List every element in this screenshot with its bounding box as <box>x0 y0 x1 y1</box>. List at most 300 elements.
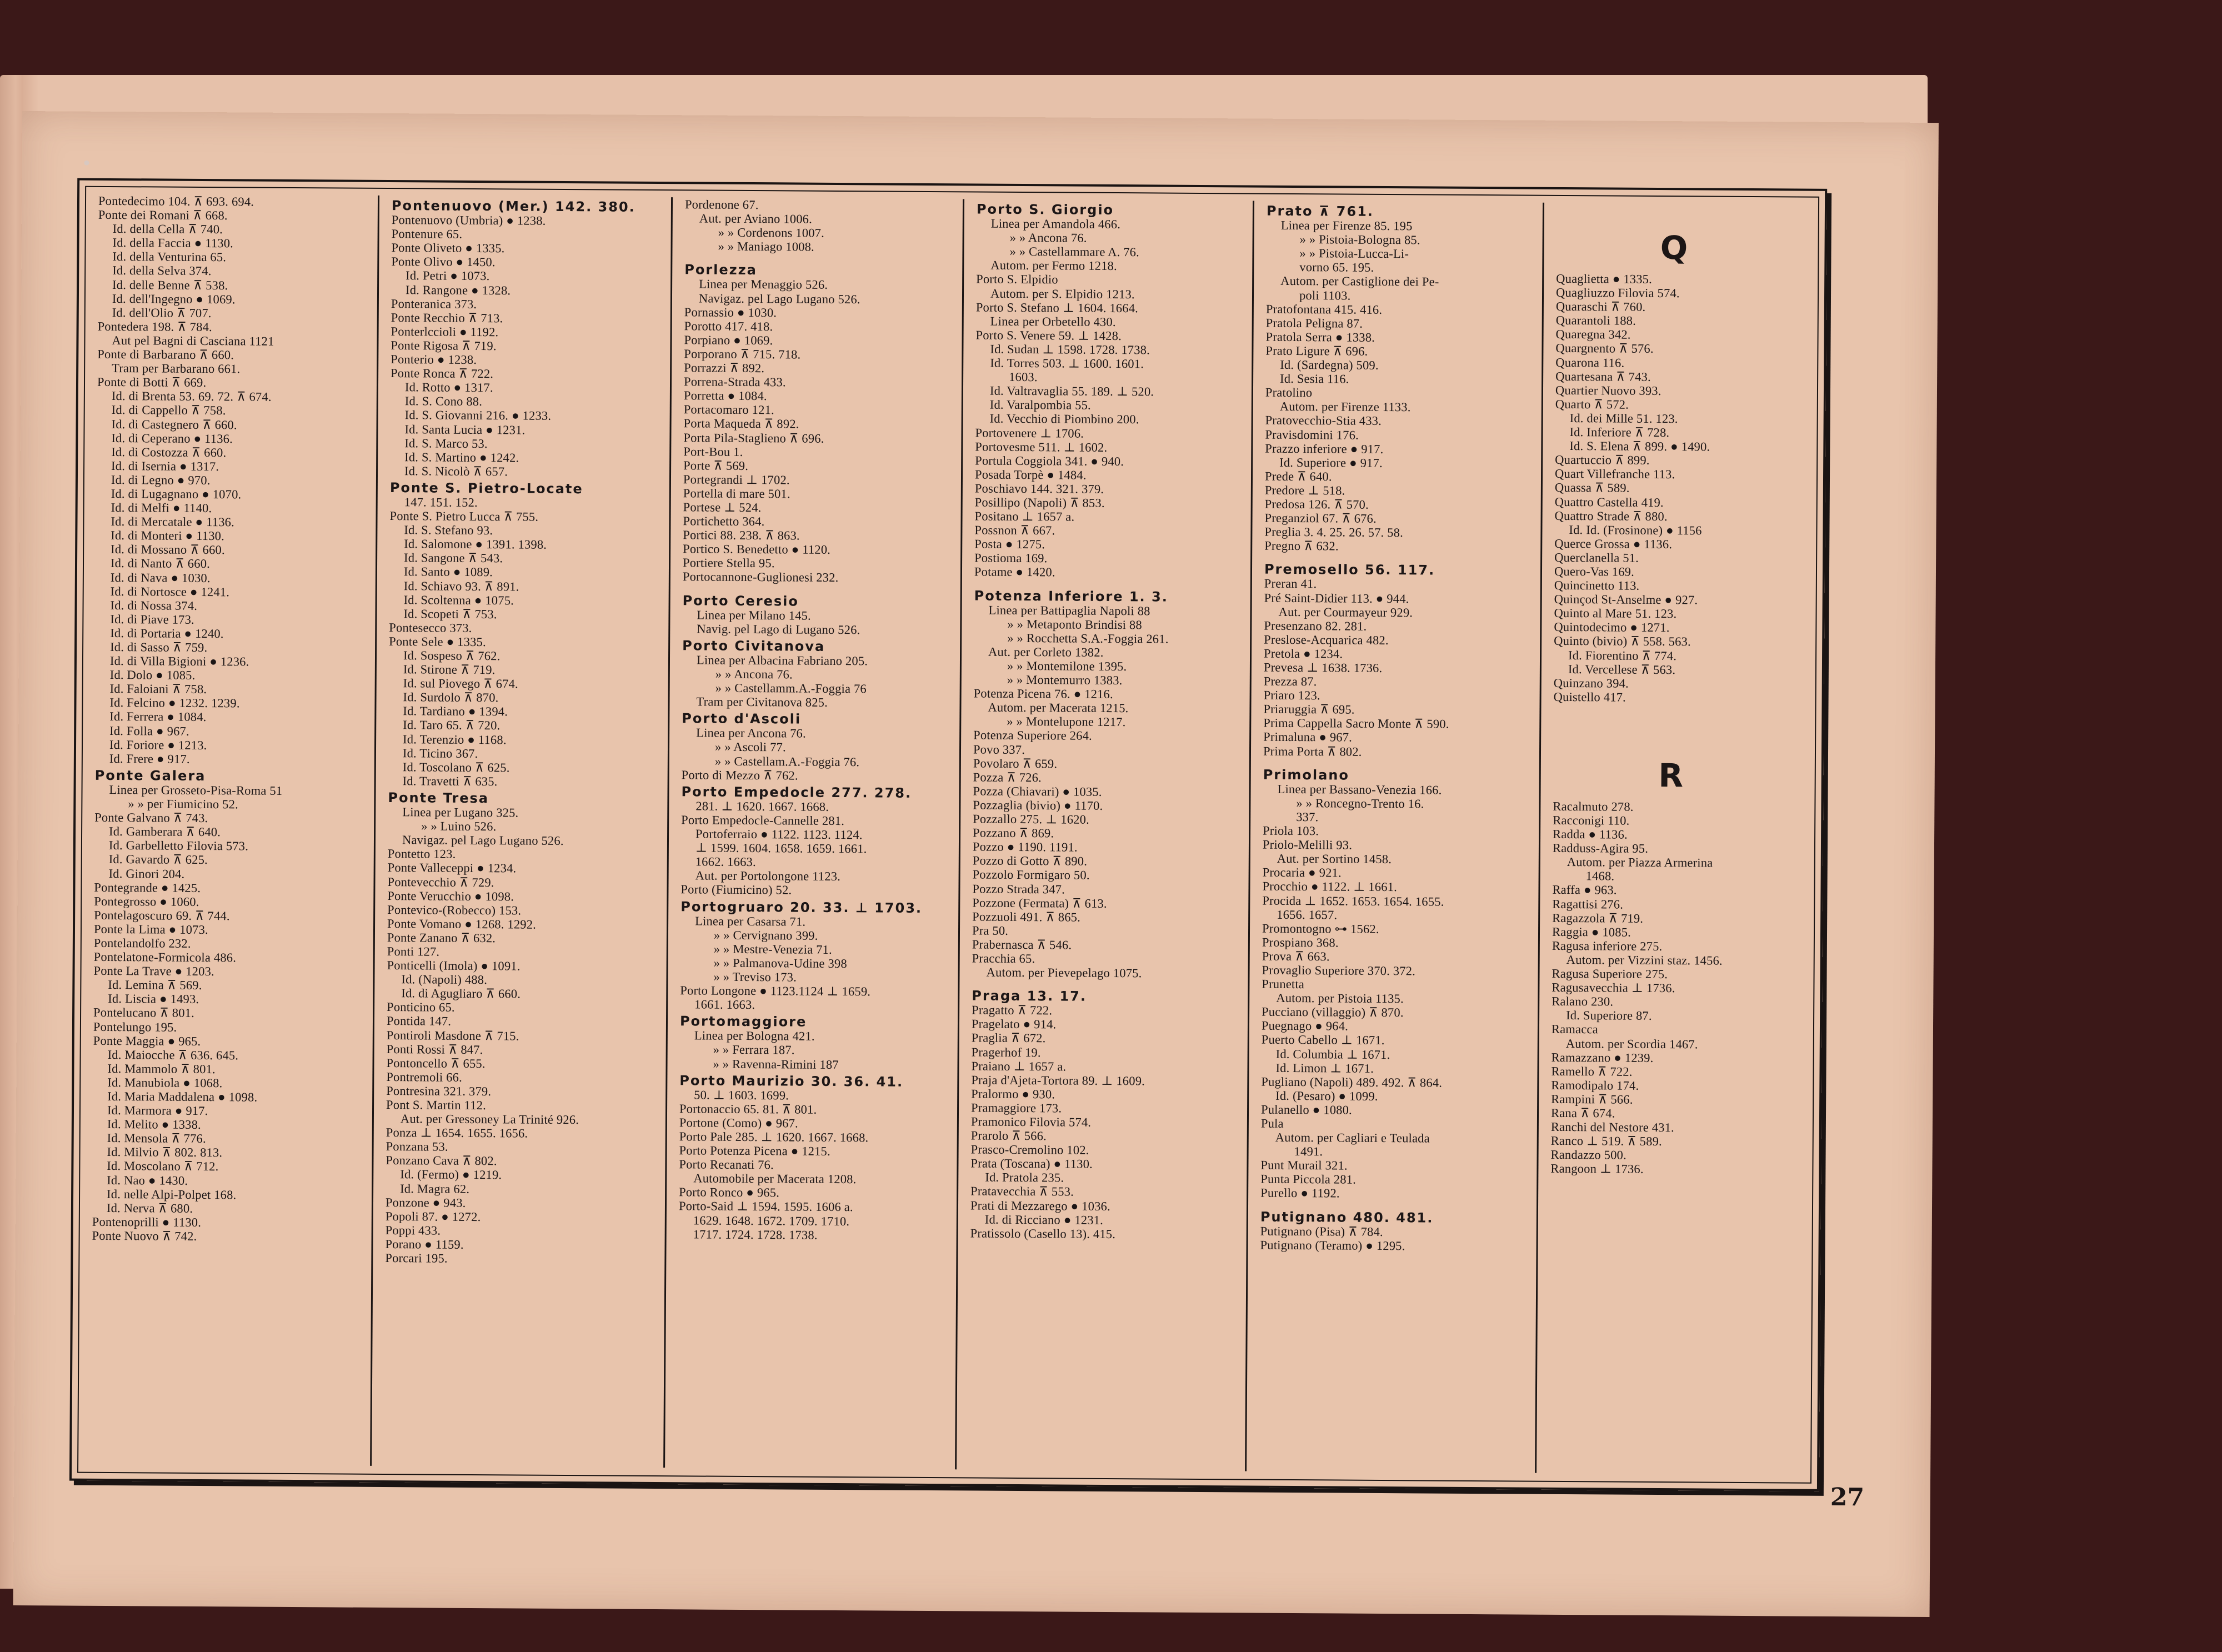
index-entry: Id. Lemina ⊼ 569. <box>108 978 202 993</box>
index-heading: Portomaggiore <box>679 1013 807 1030</box>
index-entry: Id. Vecchio di Piombino 200. <box>989 412 1139 427</box>
index-entry: Id. Santa Lucia ● 1231. <box>404 422 526 437</box>
index-entry: » » Cordenons 1007. <box>718 225 825 241</box>
index-entry: Pontremoli 66. <box>386 1069 463 1084</box>
index-entry: Predore ⊥ 518. <box>1264 483 1345 498</box>
index-entry: Portovesme 511. ⊥ 1602. <box>975 439 1108 454</box>
index-entry: Porto-Said ⊥ 1594. 1595. 1606 a. <box>678 1199 853 1214</box>
index-entry: Pont S. Martin 112. <box>386 1098 487 1113</box>
index-column-2 <box>372 196 673 1468</box>
index-entry: Racalmuto 278. <box>1553 799 1634 814</box>
index-entry: » » Metaponto Brindisi 88 <box>1007 617 1142 632</box>
index-entry: » » Ravenna-Rimini 187 <box>713 1057 839 1072</box>
index-entry: Id. (Sardegna) 509. <box>1280 357 1379 372</box>
index-entry: Pornassio ● 1030. <box>684 304 777 319</box>
index-entry: Prati di Mezzarego ● 1036. <box>970 1198 1110 1213</box>
index-entry: Rangoon ⊥ 1736. <box>1550 1162 1644 1177</box>
index-entry: Pontenoprilli ● 1130. <box>92 1214 202 1229</box>
index-entry: Id. Valtravaglia 55. 189. ⊥ 520. <box>989 383 1154 399</box>
index-entry: Ponte la Lima ● 1073. <box>93 922 208 937</box>
index-entry: Ponticelli (Imola) ● 1091. <box>387 958 521 973</box>
index-entry: Id. di Brenta 53. 69. 72. ⊼ 674. <box>111 389 272 404</box>
index-entry: Portegrandi ⊥ 1702. <box>683 472 790 487</box>
index-entry: Id. di Piave 173. <box>110 612 195 627</box>
index-entry: Tram per Civitanova 825. <box>696 694 828 710</box>
index-entry: Id. Nerva ⊼ 680. <box>106 1200 193 1215</box>
index-entry: » » Montemurro 1383. <box>1007 672 1123 688</box>
index-entry: Portese ⊥ 524. <box>683 500 762 515</box>
index-entry: Prata (Toscana) ● 1130. <box>970 1156 1093 1172</box>
index-entry: Id. di Mercatale ● 1136. <box>111 514 235 529</box>
index-entry: Ramello ⊼ 722. <box>1551 1064 1633 1079</box>
index-entry: Portoferraio ● 1122. 1123. 1124. <box>695 827 863 842</box>
index-entry: Id. di Portaria ● 1240. <box>110 625 224 641</box>
index-entry: Prima Cappella Sacro Monte ⊼ 590. <box>1263 716 1449 732</box>
index-table-frame <box>69 178 1827 1491</box>
index-entry: Id. Surdolo ⊼ 870. <box>403 690 499 705</box>
index-entry: Pulanello ● 1080. <box>1260 1102 1352 1117</box>
index-heading: Porto Ceresio <box>682 592 799 609</box>
index-entry: Priolo-Melilli 93. <box>1262 837 1353 852</box>
index-entry: Pontelagoscuro 69. ⊼ 744. <box>94 908 230 923</box>
index-entry: Id. di Legno ● 970. <box>111 472 211 487</box>
index-entry: 50. ⊥ 1603. 1699. <box>694 1088 789 1103</box>
index-entry: Prato Ligure ⊼ 696. <box>1265 343 1368 358</box>
index-entry: Pratavecchia ⊼ 553. <box>970 1184 1074 1199</box>
index-entry: Porcari 195. <box>385 1251 448 1265</box>
index-entry: Ponterlccioli ● 1192. <box>391 324 499 339</box>
index-entry: Pragatto ⊼ 722. <box>972 1003 1053 1018</box>
index-entry: Id. Liscia ● 1493. <box>108 992 199 1007</box>
index-entry: Provaglio Superiore 370. 372. <box>1262 963 1416 978</box>
index-entry: Linea per Battipaglia Napoli 88 <box>988 603 1150 618</box>
index-entry: Linea per Bologna 421. <box>694 1028 815 1044</box>
index-entry: Pratola Serra ● 1338. <box>1265 329 1375 344</box>
index-entry: Quargnento ⊼ 576. <box>1555 341 1654 356</box>
index-entry: Ponza ⊥ 1654. 1655. 1656. <box>386 1125 528 1140</box>
index-entry: Id. di Ceperano ● 1136. <box>111 430 233 445</box>
index-entry: Id. Santo ● 1089. <box>403 564 493 579</box>
index-entry: Pratovecchio-Stia 433. <box>1265 413 1382 428</box>
index-entry: Ragusavecchia ⊥ 1736. <box>1552 980 1675 995</box>
index-entry: Ponti 127. <box>387 944 440 959</box>
index-entry: Portacomaro 121. <box>683 402 774 417</box>
index-entry: 147. 151. 152. <box>404 495 478 509</box>
index-entry: Id. Superiore ● 917. <box>1279 455 1383 470</box>
index-entry: Pontida 147. <box>386 1014 452 1029</box>
index-entry: Id. Salomone ● 1391. 1398. <box>404 537 547 552</box>
index-entry: Radda ● 1136. <box>1553 827 1628 842</box>
index-entry: Quassa ⊼ 589. <box>1554 480 1630 495</box>
index-entry: Prazzo inferiore ● 917. <box>1265 441 1384 456</box>
index-entry: Id. Moscolano ⊼ 712. <box>107 1159 219 1174</box>
index-entry: Pozzallo 275. ⊥ 1620. <box>973 812 1090 827</box>
index-entry: Pula <box>1260 1116 1284 1130</box>
index-entry: Linea per Albacina Fabriano 205. <box>696 653 868 668</box>
index-entry: Id. Sudan ⊥ 1598. 1728. 1738. <box>990 342 1150 357</box>
index-entry: Autom. per Pievepelago 1075. <box>986 965 1142 980</box>
index-entry: Autom. per Scordia 1467. <box>1565 1036 1698 1051</box>
index-entry: Povo 337. <box>973 742 1025 757</box>
index-entry: Autom. per Cagliari e Teulada <box>1275 1130 1430 1145</box>
index-entry: Pontenuovo (Umbria) ● 1238. <box>391 213 546 228</box>
index-entry: Ponte Vomano ● 1268. 1292. <box>387 916 537 932</box>
index-entry: Randazzo 500. <box>1550 1148 1627 1162</box>
index-entry: Id. Tardiano ● 1394. <box>403 704 508 719</box>
index-entry: Tram per Barbarano 661. <box>112 361 241 376</box>
index-entry: 281. ⊥ 1620. 1667. 1668. <box>695 799 829 814</box>
index-entry: Id. dell'Ingegno ● 1069. <box>112 291 236 307</box>
index-entry: Aut. per Sortino 1458. <box>1277 852 1392 867</box>
index-entry: Quintodecimo ● 1271. <box>1554 620 1670 635</box>
index-column-6 <box>1537 203 1822 1475</box>
index-entry: Pratolino <box>1265 385 1313 400</box>
index-heading: Porlezza <box>684 262 757 278</box>
index-heading: Portogruaro 20. 33. ⊥ 1703. <box>680 898 923 916</box>
index-entry: Pozza (Chiavari) ● 1035. <box>973 784 1102 799</box>
index-entry: Autom. per Fermo 1218. <box>990 258 1117 273</box>
index-entry: » » Ancona 76. <box>715 667 793 682</box>
index-entry: Id. Gavardo ⊼ 625. <box>108 852 208 867</box>
index-entry: Quero-Vas 169. <box>1554 564 1635 579</box>
index-entry: Potame ● 1420. <box>974 564 1055 579</box>
index-entry: Ponteranica 373. <box>391 296 477 311</box>
index-entry: Porto Empedocle-Cannelle 281. <box>681 813 845 828</box>
index-entry: Pregno ⊼ 632. <box>1264 538 1339 553</box>
index-heading: Porto d'Ascoli <box>682 710 802 727</box>
index-entry: Ponte di Botti ⊼ 669. <box>97 375 207 390</box>
index-entry: Linea per Lugano 325. <box>402 805 519 820</box>
index-entry: Id. Sangone ⊼ 543. <box>404 550 503 565</box>
index-entry: Id. Ginori 204. <box>108 866 185 881</box>
index-entry: Porta Pila-Staglieno ⊼ 696. <box>683 430 824 445</box>
index-entry: Id. di Isernia ● 1317. <box>111 458 219 473</box>
index-entry: Id. di Melfi ● 1140. <box>111 500 212 515</box>
index-entry: Ponzano Cava ⊼ 802. <box>386 1153 497 1168</box>
index-entry: Porto Recanati 76. <box>679 1157 774 1172</box>
index-entry: Pontesecco 373. <box>389 620 472 635</box>
index-entry: Linea per Firenze 85. 195 <box>1280 218 1413 233</box>
index-entry: » » per Fiumicino 52. <box>128 797 239 812</box>
index-entry: Id. della Selva 374. <box>112 263 212 278</box>
index-entry: Id. Milvio ⊼ 802. 813. <box>107 1145 223 1160</box>
index-entry: Autom. per Pistoia 1135. <box>1276 990 1404 1006</box>
index-entry: Priaruggia ⊼ 695. <box>1263 702 1355 717</box>
index-entry: Porto di Mezzo ⊼ 762. <box>681 767 798 783</box>
index-entry: Id. Marmora ● 917. <box>107 1103 208 1118</box>
index-entry: Id. dell'Olio ⊼ 707. <box>112 305 212 320</box>
index-entry: Quincinetto 113. <box>1554 578 1640 593</box>
index-entry: Puerto Cabello ⊥ 1671. <box>1261 1033 1385 1048</box>
index-entry: Pontegrosso ● 1060. <box>94 894 199 909</box>
index-entry: Pozzone (Fermata) ⊼ 613. <box>972 895 1107 910</box>
index-entry: Ragusa Superiore 275. <box>1552 966 1668 982</box>
index-entry: Posta ● 1275. <box>974 537 1045 552</box>
index-entry: Ramacca <box>1551 1022 1598 1037</box>
index-entry: Id. Scoltenna ● 1075. <box>403 592 514 608</box>
index-entry: Linea per Orbetello 430. <box>990 314 1116 329</box>
index-entry: Id. Taro 65. ⊼ 720. <box>403 718 501 733</box>
index-entry: Id. della Venturina 65. <box>112 249 227 264</box>
index-entry: Id. Frere ● 917. <box>109 751 190 766</box>
index-entry: Ranco ⊥ 519. ⊼ 589. <box>1550 1134 1662 1149</box>
index-entry: Prevesa ⊥ 1638. 1736. <box>1263 660 1383 675</box>
index-entry: Quattro Strade ⊼ 880. <box>1554 508 1668 523</box>
index-entry: Preganziol 67. ⊼ 676. <box>1264 510 1377 525</box>
index-entry: Quartesana ⊼ 743. <box>1555 369 1651 384</box>
index-entry: Procaria ● 921. <box>1262 865 1342 880</box>
index-entry: Ponzana 53. <box>386 1139 448 1154</box>
index-entry: Id. Ferrera ● 1084. <box>109 709 207 724</box>
index-entry: Pragelato ● 914. <box>971 1017 1057 1032</box>
index-entry: Quistello 417. <box>1553 689 1626 704</box>
index-entry: Potenza Picena 76. ● 1216. <box>973 686 1113 702</box>
index-entry: » » Palmanova-Udine 398 <box>713 955 847 970</box>
index-entry: Aut. per Courmayeur 929. <box>1278 604 1413 619</box>
index-entry: Querce Grossa ● 1136. <box>1554 536 1673 551</box>
index-entry: Pozzo di Gotto ⊼ 890. <box>972 853 1088 869</box>
index-entry: Pretola ● 1234. <box>1264 646 1343 661</box>
index-entry: Pontevecchio ⊼ 729. <box>387 874 494 889</box>
index-heading: Pontenuovo (Mer.) 142. 380. <box>391 198 635 215</box>
index-entry: Autom. per Castiglione dei Pe- <box>1280 274 1439 289</box>
page-number: 27 <box>1830 1483 1865 1512</box>
index-entry: ⊥ 1599. 1604. 1658. 1659. 1661. <box>695 840 867 856</box>
index-entry: Pontelatone-Formicola 486. <box>93 949 237 965</box>
index-entry: Id. Folla ● 967. <box>109 723 189 738</box>
index-entry: Autom. per Macerata 1215. <box>988 700 1129 715</box>
index-entry: Potenza Superiore 264. <box>973 728 1092 743</box>
section-letter: R <box>1658 756 1684 795</box>
index-entry: Id. di Mossano ⊼ 660. <box>111 542 225 557</box>
index-heading: Ponte Tresa <box>388 789 489 807</box>
index-entry: Id. Garbelletto Filovia 573. <box>108 838 249 853</box>
index-entry: Ponte Verucchio ● 1098. <box>387 888 514 904</box>
index-entry: Pontenure 65. <box>391 227 463 242</box>
index-entry: Portici 88. 238. ⊼ 863. <box>683 528 800 543</box>
index-entry: Preslose-Acquarica 482. <box>1264 632 1389 647</box>
index-heading: Premosello 56. 117. <box>1264 562 1435 578</box>
index-entry: Quaregna 342. <box>1555 327 1631 342</box>
index-entry: Autom. per S. Elpidio 1213. <box>990 286 1135 301</box>
index-entry: Id. Melito ● 1338. <box>107 1117 201 1132</box>
index-entry: Id. Rotto ● 1317. <box>404 380 493 395</box>
index-entry: Id. Maria Maddalena ● 1098. <box>107 1089 258 1104</box>
index-entry: Ponte Maggia ● 965. <box>93 1033 201 1048</box>
index-entry: Porporano ⊼ 715. 718. <box>684 347 801 362</box>
index-entry: Porte ⊼ 569. <box>683 458 749 473</box>
index-entry: Navigaz. pel Lago Lugano 526. <box>698 291 860 306</box>
index-entry: Posada Torpè ● 1484. <box>974 467 1087 482</box>
index-entry: Popoli 87. ● 1272. <box>385 1209 481 1224</box>
index-entry: Quart Villefranche 113. <box>1554 467 1675 482</box>
index-entry: Ralano 230. <box>1552 994 1614 1009</box>
index-entry: Portovenere ⊥ 1706. <box>975 425 1084 440</box>
index-entry: » » Rocchetta S.A.-Foggia 261. <box>1007 630 1169 646</box>
index-entry: Pozza ⊼ 726. <box>973 770 1042 784</box>
index-entry: Id. S. Marco 53. <box>404 435 488 450</box>
index-entry: Pré Saint-Didier 113. ● 944. <box>1264 590 1409 605</box>
index-entry: Id. (Napoli) 488. <box>401 972 488 987</box>
index-entry: Id. sul Piovego ⊼ 674. <box>403 676 518 691</box>
index-heading: Porto Empedocle 277. 278. <box>681 784 912 801</box>
index-entry: Id. S. Giovanni 216. ● 1233. <box>404 408 552 423</box>
index-entry: Priola 103. <box>1263 823 1319 838</box>
index-entry: Id. Felcino ● 1232. 1239. <box>109 695 240 710</box>
index-heading: Porto Maurizio 30. 36. 41. <box>679 1072 904 1090</box>
index-entry: Id. Magra 62. <box>400 1181 470 1196</box>
index-entry: Rana ⊼ 674. <box>1550 1105 1615 1120</box>
index-entry: » » Ascoli 77. <box>714 740 786 754</box>
index-entry: Id. Gamberara ⊼ 640. <box>109 824 221 839</box>
index-entry: Ponte dei Romani ⊼ 668. <box>98 207 228 223</box>
index-entry: Id. Manubiola ● 1068. <box>107 1075 223 1090</box>
index-entry: Quinto al Mare 51. 123. <box>1554 606 1677 621</box>
index-entry: Ponte di Barbarano ⊼ 660. <box>97 347 234 362</box>
index-entry: Ramazzano ● 1239. <box>1551 1050 1654 1065</box>
index-entry: Linea per Grosseto-Pisa-Roma 51 <box>109 782 283 798</box>
index-spacer <box>683 584 953 592</box>
index-entry: Aut pel Bagni di Casciana 1121 <box>112 333 274 348</box>
index-entry: Procida ⊥ 1652. 1653. 1654. 1655. <box>1262 893 1444 909</box>
index-entry: Autom. per Vizzini staz. 1456. <box>1566 952 1723 968</box>
index-entry: Pontedecimo 104. ⊼ 693. 694. <box>98 193 254 209</box>
index-entry: Id. Sesia 116. <box>1280 371 1349 386</box>
index-entry: Id. di Cappello ⊼ 758. <box>111 403 226 418</box>
index-entry: Ponte Olivo ● 1450. <box>391 254 496 269</box>
index-entry: Id. di Ricciano ● 1231. <box>984 1212 1104 1227</box>
index-entry: Raffa ● 963. <box>1552 883 1617 898</box>
index-entry: Predosa 126. ⊼ 570. <box>1264 497 1369 512</box>
index-entry: Quagliuzzo Filovia 574. <box>1555 285 1680 301</box>
index-entry: Putignano (Teramo) ● 1295. <box>1260 1238 1405 1253</box>
index-entry: Linea per Bassano-Venezia 166. <box>1277 782 1442 797</box>
index-column-5 <box>1247 201 1544 1473</box>
index-column-3 <box>665 197 964 1469</box>
index-entry: Ponte Recchio ⊼ 713. <box>391 310 503 326</box>
index-entry: Id. Faloiani ⊼ 758. <box>109 682 207 697</box>
index-entry: Pordenone 67. <box>684 197 759 212</box>
index-entry: Portichetto 364. <box>683 514 765 529</box>
index-entry: Ragazzola ⊼ 719. <box>1552 910 1644 925</box>
index-entry: Povolaro ⊼ 659. <box>973 756 1058 771</box>
index-entry: Porto S. Elpidio <box>976 272 1058 287</box>
index-entry: Id. della Faccia ● 1130. <box>112 236 234 251</box>
index-entry: Ponte Sele ● 1335. <box>389 634 486 649</box>
index-heading: Primolano <box>1263 767 1349 783</box>
index-heading: Porto Civitanova <box>682 638 825 654</box>
index-entry: Id. Dolo ● 1085. <box>109 668 196 683</box>
index-entry: » » Castellamm.A.-Foggia 76 <box>715 680 867 696</box>
index-entry: » » Montemilone 1395. <box>1007 658 1127 674</box>
index-entry: Pontresina 321. 379. <box>386 1083 492 1099</box>
index-heading: Porto S. Giorgio <box>976 201 1114 218</box>
index-entry: Linea per Amandola 466. <box>990 216 1121 232</box>
index-entry: Poschiavo 144. 321. 379. <box>974 481 1104 496</box>
index-table <box>77 186 1819 1484</box>
index-entry: 1661. 1663. <box>694 997 755 1012</box>
index-entry: Prospiano 368. <box>1262 935 1339 950</box>
index-entry: Porto S. Venere 59. ⊥ 1428. <box>975 328 1122 343</box>
index-entry: Poppi 433. <box>385 1223 441 1238</box>
index-entry: Prima Porta ⊼ 802. <box>1263 744 1362 759</box>
index-heading: Potenza Inferiore 1. 3. <box>974 588 1168 605</box>
index-entry: Id. Varalpombia 55. <box>989 397 1091 413</box>
section-letter: Q <box>1660 229 1688 267</box>
index-entry: Id. Fiorentino ⊼ 774. <box>1568 648 1677 663</box>
index-entry: Ponterio ● 1238. <box>391 352 477 367</box>
index-entry: Puegnago ● 964. <box>1261 1019 1349 1033</box>
index-spacer <box>1263 758 1532 766</box>
index-entry: Prasco-Cremolino 102. <box>970 1142 1089 1157</box>
index-entry: Id. Petri ● 1073. <box>406 268 490 283</box>
index-entry: Ponte Nuovo ⊼ 742. <box>92 1228 197 1243</box>
index-entry: Quarto ⊼ 572. <box>1555 397 1629 412</box>
index-entry: Ponte Oliveto ● 1335. <box>391 241 505 256</box>
index-entry: Id. nelle Alpi-Polpet 168. <box>107 1187 237 1202</box>
index-entry: Portula Coggiola 341. ● 940. <box>975 453 1124 468</box>
index-entry: Pozzo Strada 347. <box>972 881 1065 896</box>
index-spacer <box>1260 1200 1529 1208</box>
index-entry: Pontetto 123. <box>387 847 456 862</box>
index-entry: Pontelucano ⊼ 801. <box>93 1005 195 1020</box>
index-entry: Id. di Nortosce ● 1241. <box>110 584 230 599</box>
index-entry: Promontogno ⊶ 1562. <box>1262 921 1379 936</box>
index-entry: Pravisdomini 176. <box>1265 427 1359 442</box>
index-entry: Id. S. Elena ⊼ 899. ● 1490. <box>1569 439 1710 454</box>
index-entry: Aut. per Gressoney La Trinité 926. <box>400 1112 579 1127</box>
index-entry: Quinto (bivio) ⊼ 558. 563. <box>1554 634 1691 649</box>
index-entry: Porpiano ● 1069. <box>684 333 773 348</box>
index-entry: Id. Travetti ⊼ 635. <box>402 774 498 789</box>
page-spot <box>84 161 89 166</box>
index-entry: Ponti Rossi ⊼ 847. <box>386 1042 483 1057</box>
index-entry: Id. di Sasso ⊼ 759. <box>110 639 208 655</box>
index-entry: Portonaccio 65. 81. ⊼ 801. <box>679 1102 817 1117</box>
index-entry: Id. Rangone ● 1328. <box>405 282 511 297</box>
index-entry: Aut. per Portolongone 1123. <box>695 868 841 884</box>
index-entry: 1603. <box>1009 369 1038 384</box>
index-entry: Id. di Agugliaro ⊼ 660. <box>401 986 521 1001</box>
index-column-4 <box>957 199 1254 1471</box>
index-entry: Pra 50. <box>972 923 1009 938</box>
index-entry: Id. Vercellese ⊼ 563. <box>1568 662 1676 677</box>
index-entry: Ragusa inferiore 275. <box>1552 938 1663 953</box>
index-entry: » » Ancona 76. <box>1009 231 1087 245</box>
index-entry: Porto Ronco ● 965. <box>679 1185 780 1200</box>
index-entry: » » Treviso 173. <box>713 969 797 984</box>
index-entry: Id. della Cella ⊼ 740. <box>112 222 223 237</box>
index-entry: Portella di mare 501. <box>683 486 790 501</box>
index-entry: Procchio ● 1122. ⊥ 1661. <box>1262 879 1398 894</box>
index-entry: Pucciano (villaggio) ⊼ 870. <box>1262 1004 1404 1020</box>
index-entry: » » Pistoia-Bologna 85. <box>1299 232 1420 247</box>
index-entry: Pratissolo (Casello 13). 415. <box>970 1226 1116 1241</box>
index-entry: Praglia ⊼ 672. <box>971 1030 1046 1045</box>
index-entry: » » Mestre-Venezia 71. <box>713 942 832 957</box>
index-entry: Pozzuoli 491. ⊼ 865. <box>972 909 1081 924</box>
index-entry: Portiere Stella 95. <box>682 555 775 570</box>
index-entry: Id. di Villa Bigioni ● 1236. <box>109 654 249 669</box>
index-entry: Ponte Galvano ⊼ 743. <box>94 810 208 825</box>
index-entry: » » Castellam.A.-Foggia 76. <box>714 754 860 769</box>
index-entry: Quinzano 394. <box>1553 675 1629 690</box>
index-entry: Porrazzi ⊼ 892. <box>684 361 765 376</box>
index-entry: Aut. per Aviano 1006. <box>699 211 813 226</box>
index-entry: » » Montelupone 1217. <box>1007 714 1126 729</box>
index-entry: » » Ferrara 187. <box>713 1043 795 1057</box>
index-entry: Postioma 169. <box>974 550 1048 565</box>
